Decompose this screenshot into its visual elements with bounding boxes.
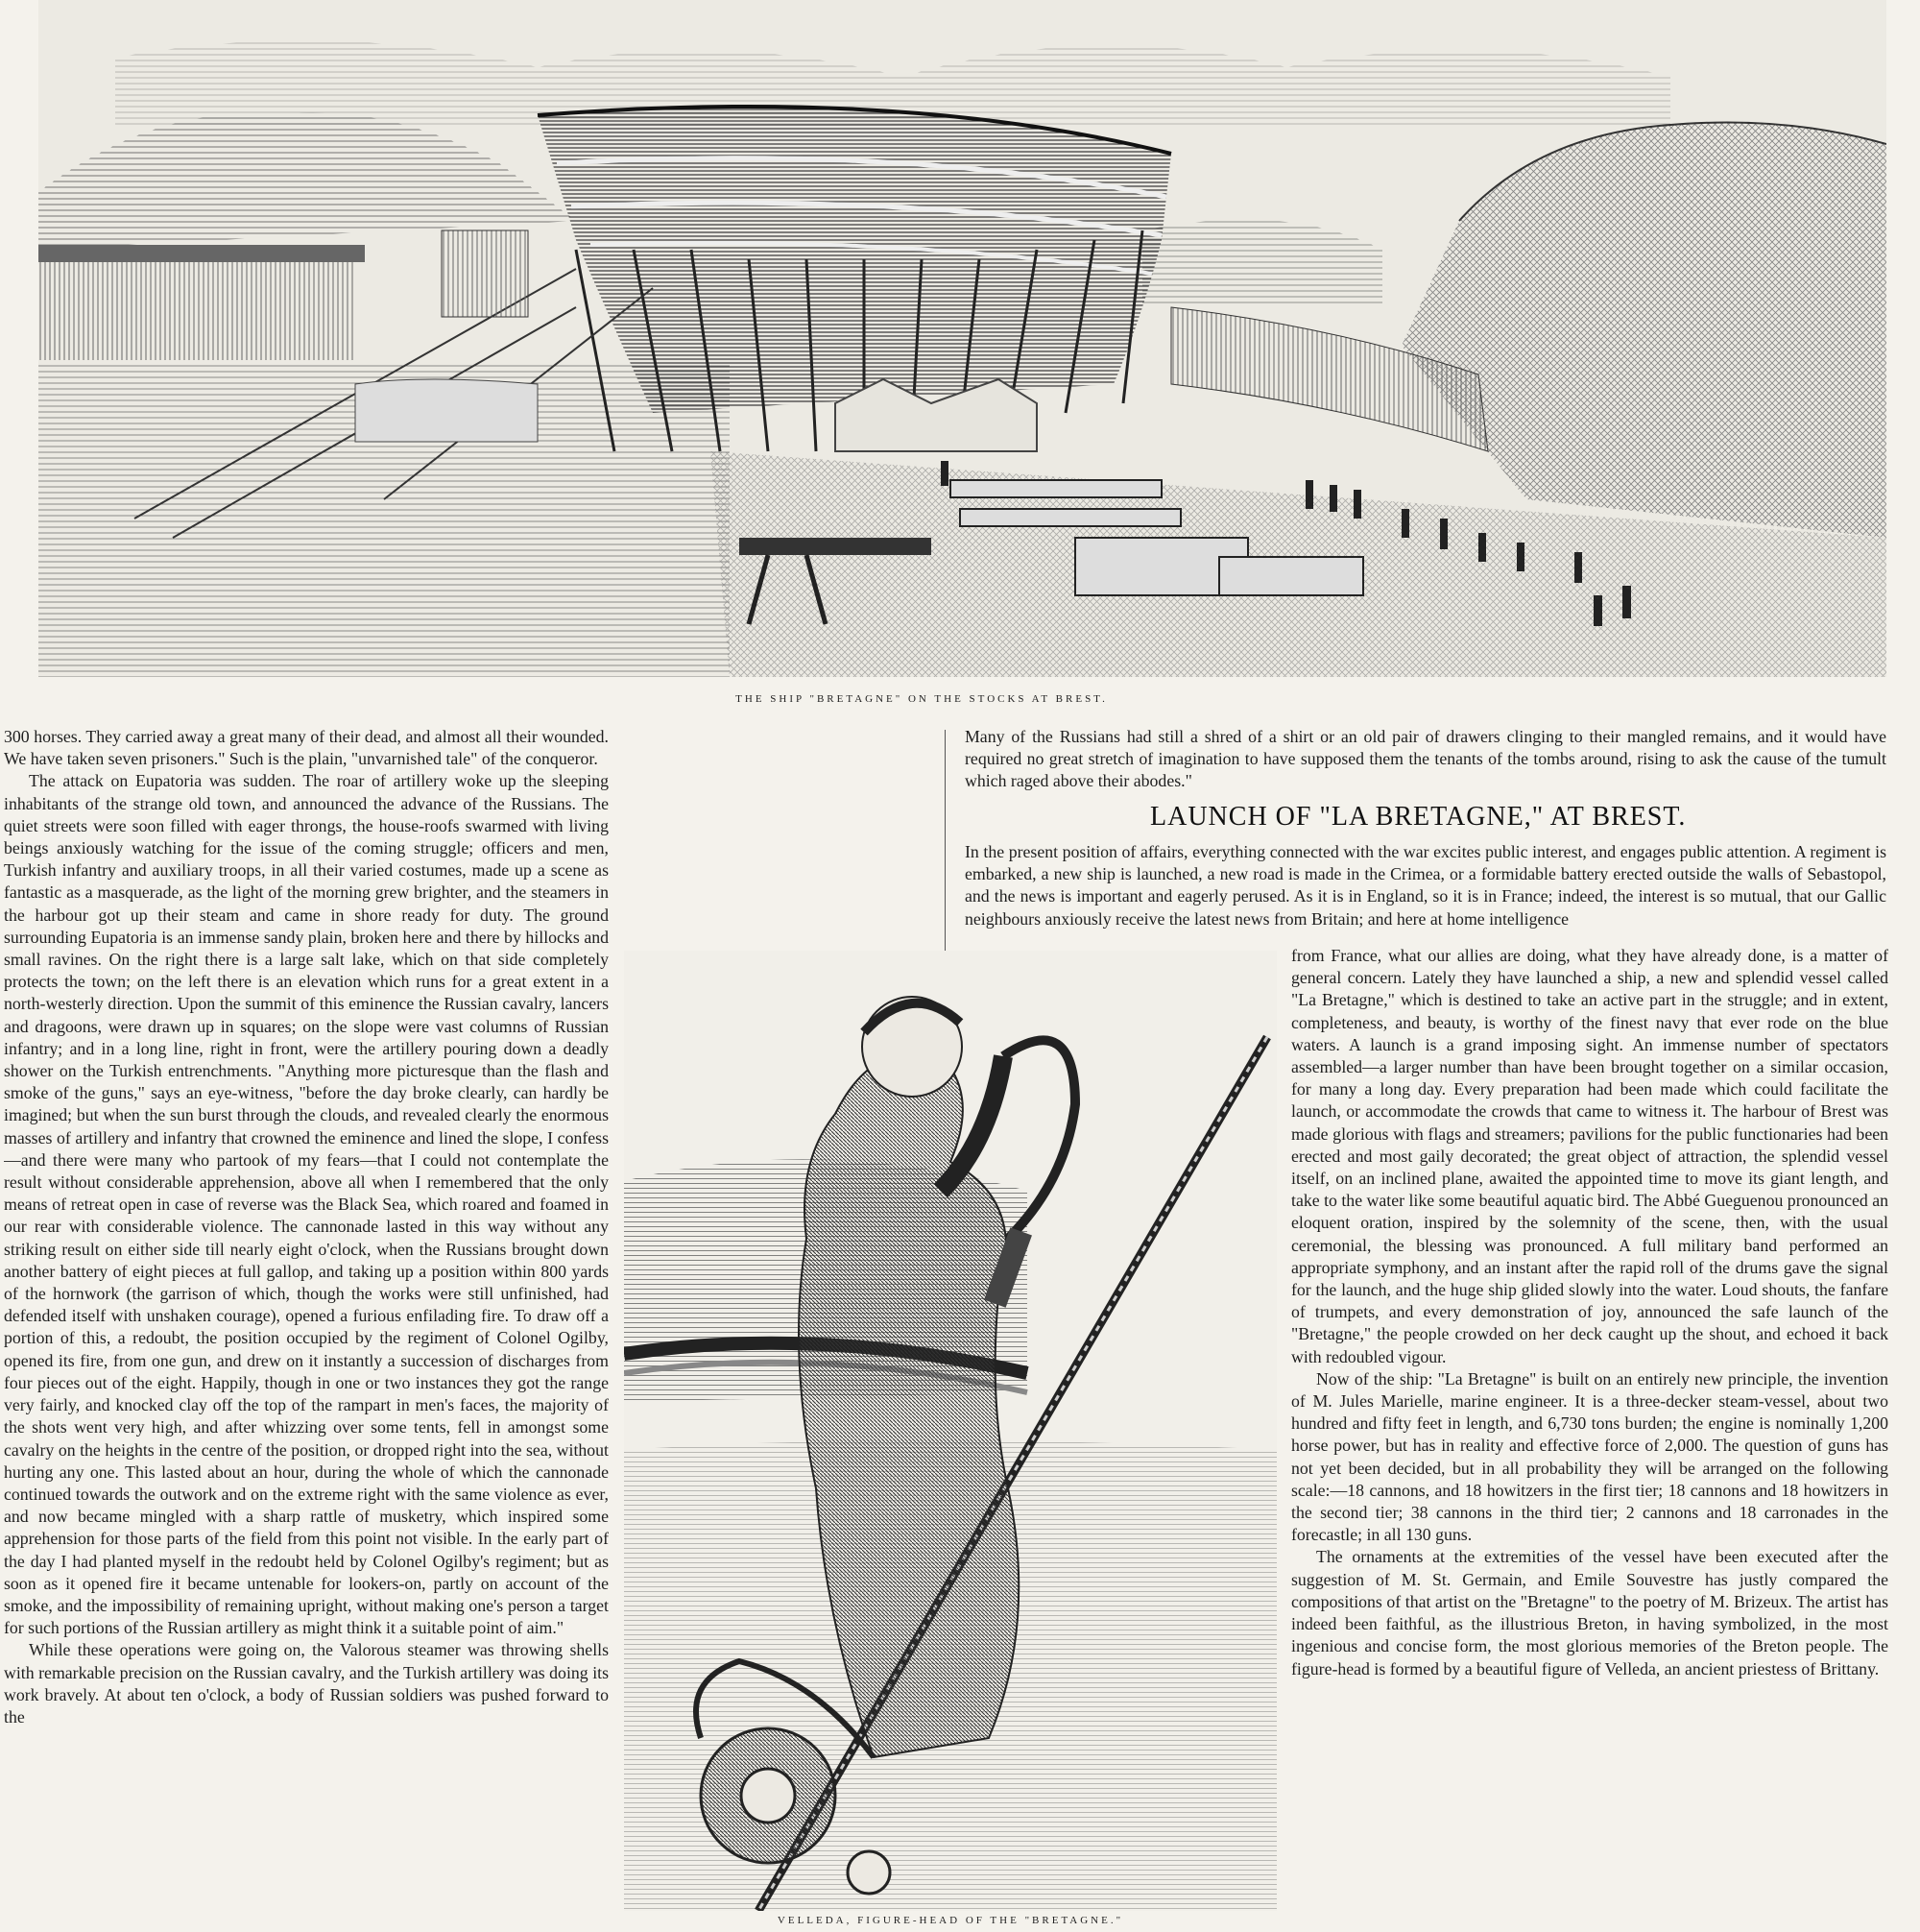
right-intro-block [965,726,1886,807]
ship-illustration-caption: THE SHIP "BRETAGNE" ON THE STOCKS AT BREST. [735,693,1108,705]
left-paragraph: While these operations were going on, the Valorous steamer was throwing shells with remarkable precision on the Russian cavalry, and the Turkish artillery was doing its work bravely. At about ten o'clock, a body of Russian soldiers was pushed forward to the [4,1640,609,1727]
ship-engraving-svg [38,0,1886,677]
figurehead-engraving-svg [624,951,1277,1911]
right-intro-paragraph: Many of the Russians had still a shred of a shirt or an old pair of drawers clinging to their mangled remains, and it would have required no great stretch of imagination to have supposed them the tenants of the tombs around, rising to ask the cause of the tumult which raged above their abodes." [965,727,1886,791]
ship-on-stocks-engraving [38,0,1886,677]
launch-article-column [1291,945,1888,1932]
figurehead-illustration-caption: VELLEDA, FIGURE-HEAD OF THE "BRETAGNE." [777,1915,1124,1926]
column-divider [945,730,946,951]
launch-article-heading: LAUNCH OF "LA BRETAGNE," AT BREST. [1150,802,1687,832]
figurehead-engraving [624,951,1277,1911]
left-paragraph: The attack on Eupatoria was sudden. The roar of artillery woke up the sleeping inhabitants of the strange old town, and announced the advance of the Russians. The quiet streets were soon filled with eager throngs, the house-roofs swarmed with living beings anxiously watching for the issue of the coming struggle; officers and men, Turkish infantry and auxiliary troops, in all their varied costumes, made up a scene as fantastic as a masquerade, as the light of the morning grew brighter, and the steamers in the harbour got up their steam and came in shore ready for duty. The ground surrounding Eupatoria is an immense sandy plain, broken here and there by hillocks and small ravines. On the right there is a large salt lake, which on that side completely protects the town; on the left there is an elevation which runs for a great extent in a north-westerly direction. Upon the summit of this eminence the Russian cavalry, lancers and dragoons, were drawn up in squares; on the slope were vast columns of Russian infantry; and in a long line, right in front, were the artillery pouring down a deadly shower on the Turkish entrenchments. "Anything more picturesque than the flash and smoke of the guns," says an eye-witness, "before the day broke clearly, can hardly be imagined; but when the sun burst through the clouds, and revealed clearly the enormous masses of artillery and infantry that crowned the eminence and lined the slope, I confess—and there were many who partook of my fears—that I could not contemplate the result without considerable apprehension, above all when I remembered that the only means of retreat open in case of reverse was the Black Sea, which roared and foamed in our rear with considerable violence. The cannonade lasted in this way without any striking result on either side till nearly eight o'clock, when the Russians brought down another battery of eight pieces at full gallop, and taking up a position within 800 yards of the hornwork (the garrison of which, though the works were still unfinished, had defended itself with unshaken courage), opened a furious enfilading fire. To draw off a portion of this, a redoubt, the position occupied by the regiment of Colonel Ogilby, opened its fire, from one gun, and drew on it instantly a succession of discharges from four pieces out of the eight. Happily, though in one or two instances they got the range very fairly, and knocked clay off the top of the rampart in men's faces, the majority of the shots went very high, and after whizzing over some tents, fell in amongst some cavalry on the heights in the centre of the position, or dropped right into the sea, without hurting any one. This lasted about an hour, during the whole of which the cannonade continued towards the outwork and on the extreme right with the same violence as ever, and now became mingled with a sharp rattle of musketry, which inspired some apprehension for those parts of the field from this point not visible. In the early part of the day I had planted myself in the redoubt held by Colonel Ogilby's regiment; but as soon as it opened fire it became untenable for lookers-on, partly on account of the smoke, and the impossibility of remaining upright, without making one's person a target for such portions of the Russian artillery as might think it a suitable point of aim." [4,771,609,1638]
bleed-through-left [0,653,38,720]
left-article-column [4,726,609,1932]
launch-paragraph: from France, what our allies are doing, what they have already done, is a matter of general concern. Lately they have launched a ship, a new and splendid vessel called "La Bretagne," which is destined to take an active part in the struggle; and in extent, completeness, and beauty, is worthy of the finest navy that ever rode on the blue waters. A launch is a grand imposing sight. An immense number of spectators assembled—a larger number than have been brought together on a similar occasion, for many a long day. Every preparation had been made which could facilitate the launch, or accommodate the crowds that came to witness it. The harbour of Brest was made glorious with flags and streamers; pavilions for the public functionaries had been erected and most gaily decorated; the great object of attraction, the splendid vessel itself, on an inclined plane, awaited the appointed time to move its giant length, and take to the water like some beautiful aquatic bird. The Abbé Gueguenou pronounced an eloquent oration, inspired by the solemnity of the scene, then, with the usual ceremonial, the blessing was pronounced. A full military band performed an appropriate symphony, and an instant after the rapid roll of the drums gave the signal for the launch, and the huge ship glided slowly into the water. Loud shouts, the fanfare of trumpets, and every demonstration of joy, announced the safe launch of the "Bretagne," the people crowded on her deck caught up the shout, and echoed it back with redoubled vigour. [1291,946,1888,1366]
left-paragraph: 300 horses. They carried away a great many of their dead, and almost all their wounded. We have taken seven prisoners." Such is the plain, "unvarnished tale" of the conqueror. [4,727,609,769]
launch-paragraph: The ornaments at the extremities of the vessel have been executed after the suggestion of M. St. Germain, and Emile Souvestre has justly compared the compositions of that artist on the "Bretagne" to the poetry of M. Brizeux. The artist has indeed been faithful, as the illustrious Breton, in having symbolized, in the most ingenious and concise form, the most glorious memories of the Breton people. The figure-head is formed by a beautiful figure of Velleda, an ancient priestess of Brittany. [1291,1547,1888,1678]
launch-lead-block [965,841,1886,947]
launch-lead-paragraph: In the present position of affairs, everything connected with the war excites public interest, and engages public attention. A regiment is embarked, a new ship is launched, a new road is made in the Crimea, or a formidable battery erected outside the walls of Sebastopol, and the news is important and eagerly perused. As it is in England, so it is in France; indeed, the interest is so mutual, that our Gallic neighbours anxiously receive the latest news from Britain; and here at home intelligence [965,842,1886,929]
launch-paragraph: Now of the ship: "La Bretagne" is built on an entirely new principle, the invention of M. Jules Marielle, marine engineer. It is a three-decker steam-vessel, about two hundred and fifty feet in length, and 6,730 tons burden; the engine is nominally 1,200 horse power, but has in reality and effective force of 2,000. The question of guns has not yet been decided, but in all probability they will be arranged on the following scale:—18 cannons, and 18 howitzers in the first tier; 18 cannons and 18 howitzers in the second tier; 38 cannons in the third tier; 2 cannons and 18 carronades in the forecastle; in all 130 guns. [1291,1368,1888,1545]
